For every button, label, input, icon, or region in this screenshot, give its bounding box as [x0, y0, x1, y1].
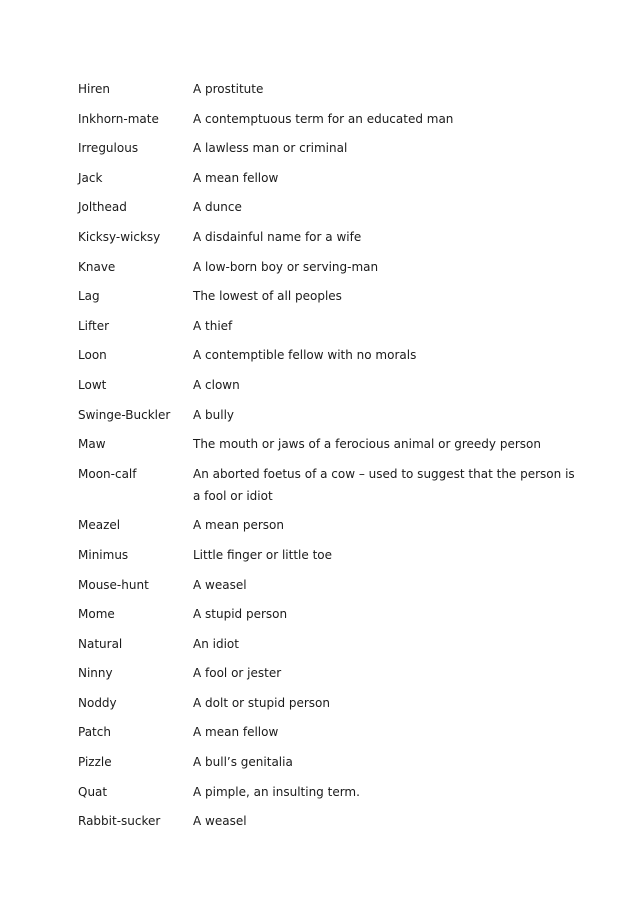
entry-definition: A prostitute	[193, 82, 264, 96]
entry-definition: A stupid person	[193, 607, 288, 622]
entry-term: Inkhorn-mate	[78, 111, 159, 126]
entry-definition: A lawless man or criminal	[193, 141, 348, 156]
entry-definition: A pimple, an insulting term.	[193, 784, 360, 799]
entry-definition: The lowest of all peoples	[193, 289, 342, 304]
glossary-entry	[78, 404, 578, 426]
entry-term: Hiren	[78, 82, 111, 96]
entry-term: Kicksy-wicksy	[78, 229, 161, 244]
entry-term: Rabbit-sucker	[78, 814, 161, 829]
glossary-entry	[78, 226, 578, 248]
glossary-entry	[78, 514, 578, 536]
entry-term: Maw	[78, 437, 106, 452]
glossary-entry	[78, 256, 578, 278]
entry-term: Knave	[78, 259, 116, 274]
entry-term: Irregulous	[78, 141, 139, 156]
glossary-entry	[78, 603, 578, 625]
entry-term: Jolthead	[78, 200, 127, 215]
entry-definition: A weasel	[193, 814, 247, 829]
entry-term: Mouse-hunt	[78, 577, 149, 592]
entry-definition: A low-born boy or serving-man	[193, 259, 379, 274]
entry-term: Mome	[78, 607, 115, 622]
entry-definition: The mouth or jaws of a ferocious animal or greedy person	[193, 437, 541, 452]
entry-definition: An aborted foetus of a cow – used to suggest that the person is a fool or idiot	[193, 466, 575, 503]
entry-term: Swinge-Buckler	[78, 407, 171, 422]
glossary-entry	[78, 374, 578, 396]
entry-definition: An idiot	[193, 636, 239, 651]
entry-term: Ninny	[78, 666, 113, 681]
glossary-entry	[78, 751, 578, 773]
entry-definition: A contemptuous term for an educated man	[193, 111, 454, 126]
entry-definition: A contemptible fellow with no morals	[193, 348, 417, 363]
entry-definition: A thief	[193, 318, 233, 333]
entry-term: Moon-calf	[78, 466, 137, 481]
entry-definition: A mean fellow	[193, 170, 279, 185]
entry-definition: A weasel	[193, 577, 247, 592]
entry-term: Loon	[78, 348, 107, 363]
entry-term: Jack	[78, 170, 103, 185]
glossary-entry	[78, 315, 578, 337]
entry-definition: A bull’s genitalia	[193, 755, 293, 770]
entry-term: Lag	[78, 289, 100, 304]
glossary-entry	[78, 781, 578, 803]
entry-definition: A disdainful name for a wife	[193, 229, 362, 244]
glossary-entry	[78, 633, 578, 655]
glossary-entry	[78, 692, 578, 714]
entry-definition: A fool or jester	[193, 666, 282, 681]
entry-term: Minimus	[78, 547, 129, 562]
entry-definition: A dolt or stupid person	[193, 695, 331, 710]
glossary-entry	[78, 344, 578, 366]
glossary-entry	[78, 463, 578, 507]
entry-term: Noddy	[78, 695, 117, 710]
entry-term: Lowt	[78, 377, 107, 392]
glossary-entry	[78, 721, 578, 743]
entry-term: Meazel	[78, 518, 121, 533]
entry-term: Lifter	[78, 318, 110, 333]
glossary-entry	[78, 108, 578, 130]
glossary-entry	[78, 78, 578, 100]
glossary-entry	[78, 810, 578, 832]
glossary-entry	[78, 167, 578, 189]
entry-term: Pizzle	[78, 755, 112, 770]
entry-term: Patch	[78, 725, 111, 740]
entry-definition: A mean fellow	[193, 725, 279, 740]
entry-term: Quat	[78, 784, 108, 799]
glossary-list	[78, 78, 578, 840]
glossary-entry	[78, 662, 578, 684]
entry-term: Natural	[78, 636, 123, 651]
glossary-entry	[78, 544, 578, 566]
entry-definition: A dunce	[193, 200, 242, 215]
glossary-entry	[78, 433, 578, 455]
entry-definition: A bully	[193, 407, 235, 422]
entry-definition: A mean person	[193, 518, 285, 533]
entry-definition: Little finger or little toe	[193, 547, 333, 562]
glossary-entry	[78, 574, 578, 596]
entry-definition: A clown	[193, 377, 240, 392]
glossary-entry	[78, 196, 578, 218]
glossary-entry	[78, 285, 578, 307]
glossary-entry	[78, 137, 578, 159]
